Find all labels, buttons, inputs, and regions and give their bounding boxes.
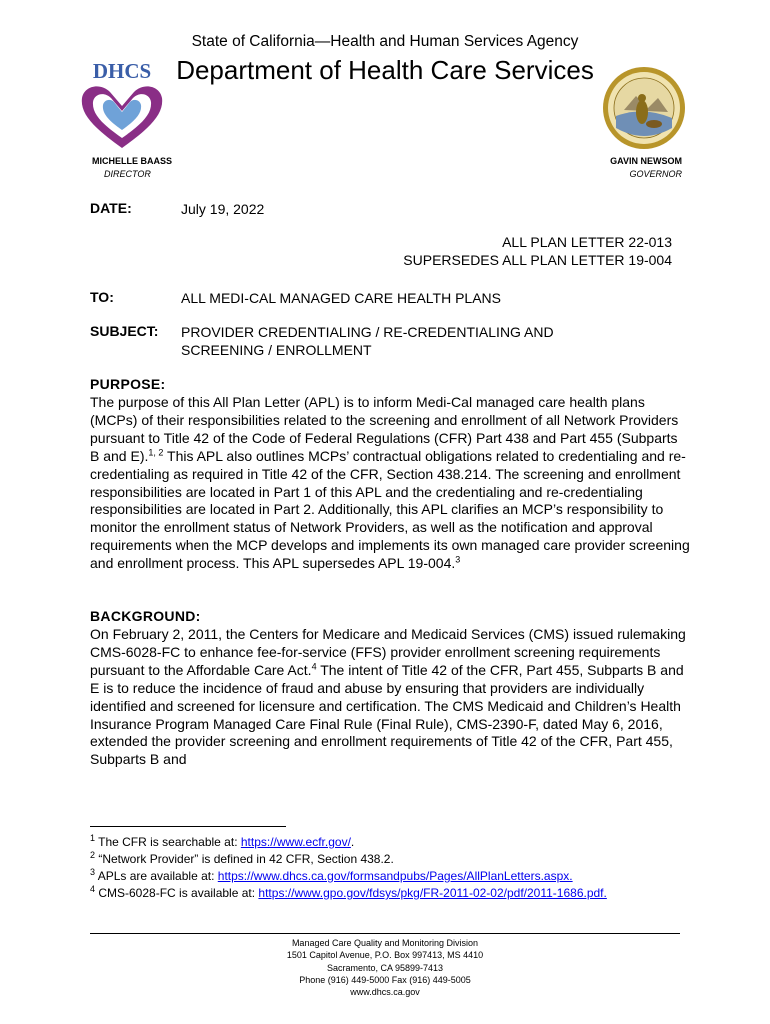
agency-name: State of California—Health and Human Services Agency	[191, 33, 579, 50]
footer-city: Sacramento, CA 95899-7413	[326, 962, 444, 973]
subject-line-1: PROVIDER CREDENTIALING / RE-CREDENTIALING AND	[181, 324, 554, 340]
footnote-divider	[90, 826, 286, 827]
apl-number: ALL PLAN LETTER 22-013	[502, 234, 672, 250]
footer-phone: Phone (916) 449-5000 Fax (916) 449-5005	[299, 974, 471, 985]
footnote-link-ecfr[interactable]: https://www.ecfr.gov/	[240, 835, 351, 849]
footnote-number: 2	[90, 850, 96, 860]
footnote-1	[90, 834, 690, 851]
apl-block	[403, 233, 672, 269]
background-paragraph	[90, 626, 690, 769]
background-heading: BACKGROUND:	[90, 608, 201, 624]
subject-line-2: SCREENING / ENROLLMENT	[181, 342, 372, 358]
footnote-text-end: .	[350, 835, 355, 849]
purpose-text-b: This APL also outlines MCPs’ contractual obligations related to credentialing and re-credentialing as required in Title 42 of the CFR, Section 438.214. The screening and enrollment responsibilities are located in Part 1 of this APL and the credentialing and re-credentialing responsibilities are located in Part 2. Additionally, this APL clarifies an MCP’s responsibility to monitor the enrollment status of Network Providers, as well as the notification and approval requirements when the MCP develops and implements its own managed care provider screening and enrollment process. This APL supersedes APL 19-004.	[90, 447, 690, 572]
footnote-link-gpo[interactable]: https://www.gpo.gov/fdsys/pkg/FR-2011-02-02/pdf/2011-1686.pdf.	[258, 886, 607, 900]
governor-block	[610, 155, 682, 181]
footnote-number: 3	[90, 867, 96, 877]
director-title: DIRECTOR	[104, 169, 151, 179]
footnotes	[90, 834, 690, 902]
state-seal	[602, 66, 686, 150]
to-label: TO:	[90, 289, 114, 305]
subject-label: SUBJECT:	[90, 323, 159, 339]
footer-website: www.dhcs.ca.gov	[350, 987, 420, 998]
footnote-ref-1-2: 1, 2	[148, 447, 164, 458]
footer-address: 1501 Capitol Avenue, P.O. Box 997413, MS 4410	[286, 950, 484, 961]
to-value: ALL MEDI-CAL MANAGED CARE HEALTH PLANS	[181, 290, 502, 306]
director-block	[92, 155, 172, 181]
background-text-b: The intent of Title 42 of the CFR, Part 455, Subparts B and E is to reduce the incidence of fraud and abuse by ensuring that providers are individually identified and screened for licensure and certification. The CMS Medicaid and Children’s Health Insurance Program Managed Care Final Rule (Final Rule), CMS-2390-F, dated May 6, 2016, extended the provider screening and enrollment requirements of Title 42 of the CFR, Part 455, Subparts B and	[90, 661, 684, 768]
footnote-ref-4: 4	[311, 661, 317, 672]
footnote-ref-3: 3	[455, 554, 461, 565]
background-text-a: On February 2, 2011, the Centers for Medicare and Medicaid Services (CMS) issued rulemaking CMS-6028-FC to enhance fee-for-service (FFS) provider enrollment screening requirements pursuant to the Affordable Care Act.	[90, 626, 686, 678]
governor-name: GAVIN NEWSOM	[610, 156, 682, 166]
footnote-text: The CFR is searchable at:	[95, 835, 241, 849]
footnote-3	[90, 868, 690, 885]
department-name: Department of Health Care Services	[176, 55, 594, 85]
footer-divider	[90, 933, 680, 934]
footnote-link-apls[interactable]: https://www.dhcs.ca.gov/formsandpubs/Pages/AllPlanLetters.aspx.	[217, 869, 573, 883]
footnote-2	[90, 851, 690, 868]
footnote-text: “Network Provider” is defined in 42 CFR, Section 438.2.	[95, 852, 394, 866]
page-footer	[0, 937, 770, 998]
purpose-heading: PURPOSE:	[90, 376, 166, 392]
governor-title: GOVERNOR	[629, 169, 682, 179]
subject-value	[181, 323, 554, 359]
footnote-text: APLs are available at:	[95, 869, 218, 883]
footnote-number: 1	[90, 833, 96, 843]
purpose-paragraph	[90, 394, 690, 573]
footnote-number: 4	[90, 884, 96, 894]
footnote-4	[90, 885, 650, 902]
director-name: MICHELLE BAASS	[92, 156, 173, 166]
date-label: DATE:	[90, 200, 132, 216]
apl-supersedes: SUPERSEDES ALL PLAN LETTER 19-004	[403, 252, 672, 268]
purpose-text-a: The purpose of this All Plan Letter (APL) is to inform Medi-Cal managed care health plans (MCPs) of their responsibilities related to the screening and enrollment of all Network Providers pursuant to Title 42 of the Code of Federal Regulations (CFR) Part 438 and Part 455 (Subparts B and E).	[90, 394, 679, 464]
footer-division: Managed Care Quality and Monitoring Division	[291, 938, 479, 948]
date-value: July 19, 2022	[181, 201, 265, 217]
footnote-text: CMS-6028-FC is available at:	[95, 886, 259, 900]
logo-text: DHCS	[92, 59, 152, 83]
